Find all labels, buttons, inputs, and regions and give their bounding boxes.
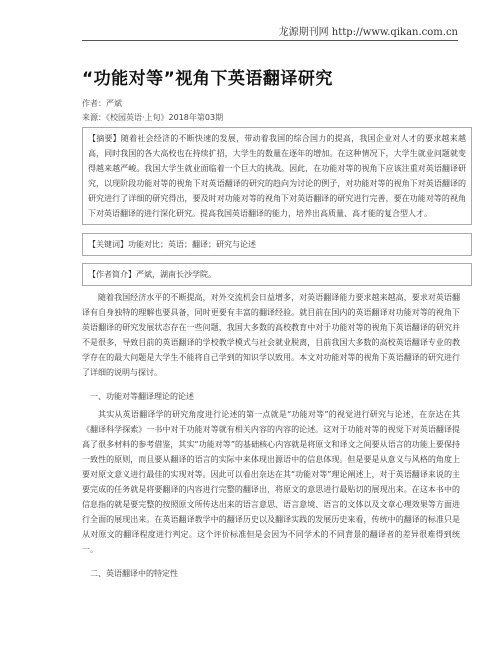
- body-paragraph: 随着我国经济水平的不断提高，对外交流机会日益增多，对英语翻译能力要求越来越高，要求对英语翻译有自身独特的理解也要具备，同时更要有丰富的翻译经验。就目前在国内的英语翻译对功能对等的视角下英语翻译的研究发展状态存在一些问题，我国大多数的高校教育中对于功能对等的视角下英语翻译的研究并不是很多，导致目前的英语翻译的学校教学模式与社会就业脱离，目前我国大多数的高校英语翻译专业的教学存在的最大问题是大学生不能将自己学到的知识学以致用。本文对功能对等的视角下英语翻译的研究进行了详细的说明与探讨。: [82, 293, 460, 377]
- article-title: “功能对等”视角下英语翻译研究: [82, 69, 333, 89]
- article-body: [82, 290, 460, 584]
- article-source: 来源：《校园英语·上旬》2018年第03期: [82, 113, 224, 122]
- header-divider: [82, 40, 458, 41]
- section-heading-2: 二、英语翻译中的特定性: [90, 569, 178, 578]
- site-header: 龙源期刊网 http://www.qikan.com.cn: [278, 27, 458, 38]
- author-intro-box: [82, 263, 472, 286]
- article-author: 作者：严斌: [82, 99, 122, 108]
- abstract-text: 【摘要】随着社会经济的不断快速的发展，带动着我国的综合国力的提高，我国企业对人才的要求越来越高，同时我国的各大高校也在持续扩招，大学生的数量在逐年的增加。在这种情况下，大学生就业问题就变得越来越严峻。我国大学生就业面临着一个巨大的挑战。因此，在功能对等的视角下应该注重对英语翻译研究，以现阶段功能对等的视角下对英语翻译的研究的趋向为讨论的例子，对功能对等的视角下对英语翻译的研究进行了详细的研究得出，要及时对功能对等的视角下对英语翻译的研究进行完善，要在功能对等的视角下对英语翻译的进行深化研究。提高我国英语翻译的能力，培养出高质量、高才能的复合型人才。: [88, 134, 466, 218]
- body-paragraph: 其实从英语翻译学的研究角度进行论述的第一点就是“功能对等”的视觉进行研究与论述，在奈达在其《翻译科学探索》一书中对于功能对等就有相关内容的内容的论述。这对于功能对等的视觉下对英语翻译提高了很多材料的参考借鉴，其实“功能对等”的基础核心内容就是将原文和译文之间要从语言的功能上要保持一致性的原则，而且要从翻译的语言的实际中来体现出源语中的信息体现。但是要是从意义与风格的角度上要对原文意义进行最佳的实现对等。因此可以看出奈达在其“功能对等”理论阐述上，对于英语翻译来说的主要完成的任务就是将要翻译的内容进行完整的翻译出，将原文的意思进行最贴切的展现出来。在这本书中的信息指的就是要完整的按照原文所传达出来的语言意思、语言意境、语言的文体以及文章心理效果等方面进行全面的展现出来。在英语翻译教学中的翻译历史以及翻译实践的发展历史来看，传统中的翻译的标准只是从对原文的翻译程度进行判定。这个评价标准但是会因为不同学术的不同背景的翻译者的差异很难得到统一。: [82, 410, 460, 554]
- abstract-box: [82, 127, 472, 225]
- author-intro-text: 【作者简介】严斌，湖南长沙学院。: [88, 270, 216, 279]
- keywords-text: 【关键词】功能对比；英语；翻译；研究与论述: [88, 240, 256, 249]
- section-heading-1: 一、功能对等翻译理论的论述: [90, 392, 194, 401]
- keywords-box: [82, 233, 472, 256]
